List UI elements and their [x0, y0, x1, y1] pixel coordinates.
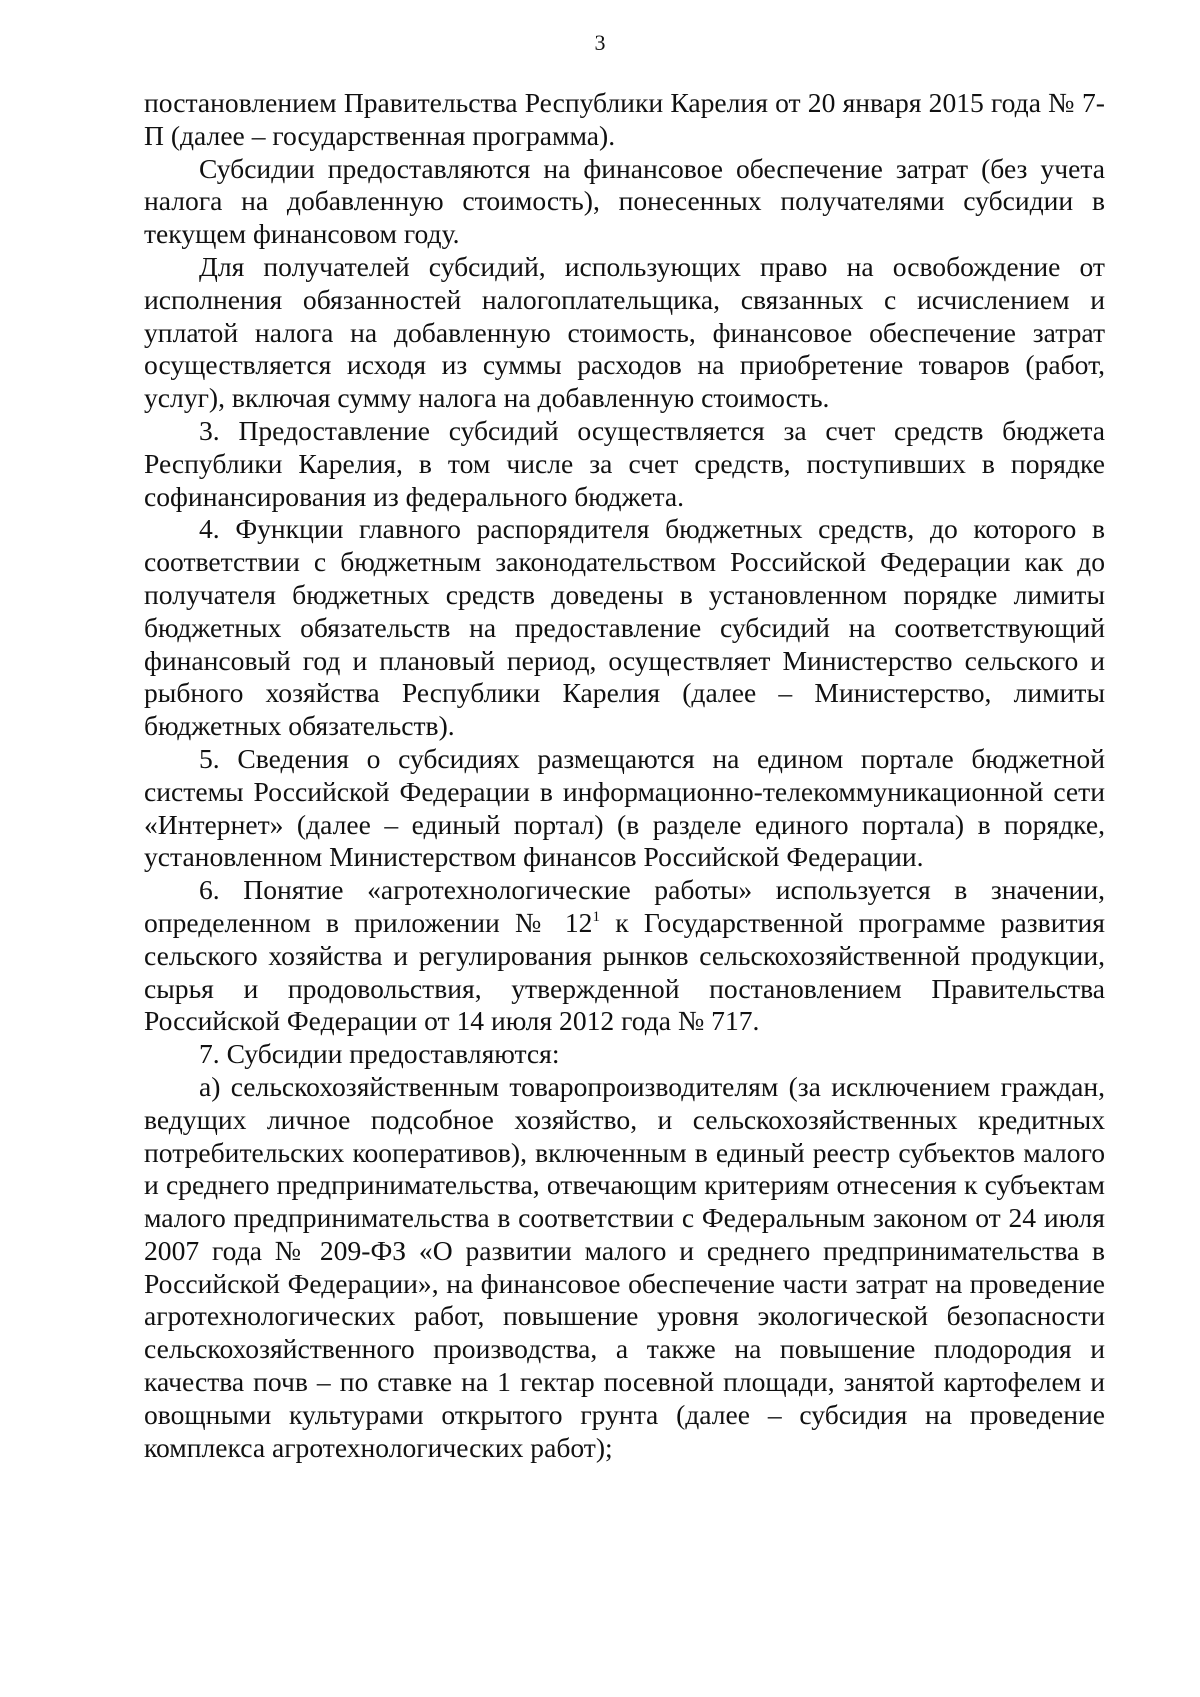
- paragraph-program-reference: постановлением Правительства Республики Карелия от 20 января 2015 года № 7-П (далее – государственная программа).: [144, 87, 1105, 151]
- paragraph-item-4: 4. Функции главного распорядителя бюджетных средств, до которого в соответствии с бюджетным законодательством Российской Федерации как до получателя бюджетных средств доведены в установленном порядке лимиты бюджетных обязательств на предоставление субсидий на соответствующий финансовый год и плановый период, осуществляет Министерство сельского и рыбного хозяйства Республики Карелия (далее – Министерство, лимиты бюджетных обязательств).: [144, 513, 1105, 742]
- paragraph-vat-exemption: Для получателей субсидий, использующих право на освобождение от исполнения обязанностей налогоплательщика, связанных с исчислением и уплатой налога на добавленную стоимость, финансовое обеспечение затрат осуществляется исходя из суммы расходов на приобретение товаров (работ, услуг), включая сумму налога на добавленную стоимость.: [144, 250, 1105, 414]
- paragraph-item-6-text-after: к Государственной программе развития сельского хозяйства и регулирования рынков сельскохозяйственной продукции, сырья и продовольствия, утвержденной постановлением Правительства Российской Федерации от 14 июля 2012 года № 717.: [144, 906, 1105, 1037]
- paragraph-subsidy-purpose: Субсидии предоставляются на финансовое обеспечение затрат (без учета налога на добавленную стоимость), понесенных получателями субсидии в текущем финансовом году.: [144, 152, 1105, 250]
- paragraph-item-3: 3. Предоставление субсидий осуществляется за счет средств бюджета Республики Карелия, в том числе за счет средств, поступивших в порядке софинансирования из федерального бюджета.: [144, 414, 1105, 512]
- paragraph-item-7a: а) сельскохозяйственным товаропроизводителям (за исключением граждан, ведущих личное подсобное хозяйство, и сельскохозяйственных кредитных потребительских кооперативов), включенным в единый реестр субъектов малого и среднего предпринимательства, отвечающим критериям отнесения к субъектам малого предпринимательства в соответствии с Федеральным законом от 24 июля 2007 года № 209-ФЗ «О развитии малого и среднего предпринимательства в Российской Федерации», на финансовое обеспечение части затрат на проведение агротехнологических работ, повышение уровня экологической безопасности сельскохозяйственного производства, а также на повышение плодородия и качества почв – по ставке на 1 гектар посевной площади, занятой картофелем и овощными культурами открытого грунта (далее – субсидия на проведение комплекса агротехнологических работ);: [144, 1070, 1105, 1463]
- page-number: 3: [594, 30, 606, 55]
- document-body: [144, 87, 1105, 1464]
- appendix-superscript: 1: [592, 908, 600, 925]
- paragraph-item-6: [144, 874, 1105, 1038]
- paragraph-item-5: 5. Сведения о субсидиях размещаются на едином портале бюджетной системы Российской Федерации в информационно-телекоммуникационной сети «Интернет» (далее – единый портал) (в разделе единого портала) в порядке, установленном Министерством финансов Российской Федерации.: [144, 742, 1105, 873]
- paragraph-item-6-text-before: 6. Понятие «агротехнологические работы» используется в значении, определенном в приложении № 12: [144, 874, 1105, 938]
- paragraph-item-7: 7. Субсидии предоставляются:: [199, 1038, 560, 1070]
